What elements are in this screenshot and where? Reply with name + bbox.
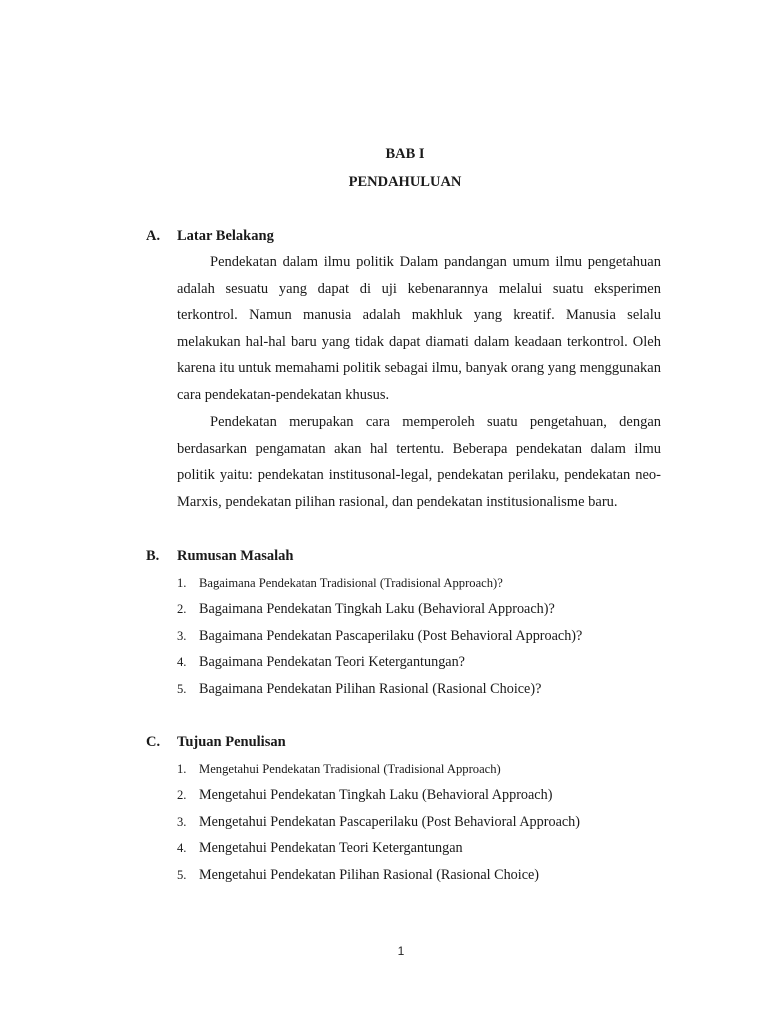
section-b-letter: B. — [146, 548, 160, 564]
list-item: 4. Bagaimana Pendekatan Teori Ketergantungan? — [177, 654, 465, 671]
section-c-title: Tujuan Penulisan — [177, 734, 286, 750]
section-b-title: Rumusan Masalah — [177, 548, 294, 564]
list-item: 3. Mengetahui Pendekatan Pascaperilaku (Post Behavioral Approach) — [177, 813, 580, 830]
page-number: 1 — [397, 944, 405, 958]
chapter-label: BAB I — [385, 146, 425, 162]
list-item: 1. Mengetahui Pendekatan Tradisional (Tradisional Approach) — [177, 762, 501, 776]
section-a-paragraph-1: Pendekatan dalam ilmu politik Dalam pandangan umum ilmu pengetahuan adalah sesuatu yang dapat di uji kebenarannya melalui suatu eksperimen terkontrol. Namun manusia adalah makhluk yang kreatif. Manusia selalu melakukan hal-hal baru yang tidak dapat diamati dalam keadaan terkontrol. Oleh karena itu untuk memahami politik sebagai ilmu, banyak orang yang menggunakan cara pendekatan-pendekatan khusus. — [177, 254, 661, 403]
list-item: 4. Mengetahui Pendekatan Teori Ketergantungan — [177, 840, 463, 857]
list-item: 2. Mengetahui Pendekatan Tingkah Laku (Behavioral Approach) — [177, 787, 553, 804]
objective-list — [177, 759, 677, 891]
section-c-letter: C. — [146, 734, 161, 750]
list-item: 1. Bagaimana Pendekatan Tradisional (Tradisional Approach)? — [177, 576, 503, 590]
chapter-title: PENDAHULUAN — [348, 174, 462, 190]
section-a-letter: A. — [146, 228, 161, 244]
section-a-heading — [146, 227, 274, 245]
list-item: 5. Bagaimana Pendekatan Pilihan Rasional (Rasional Choice)? — [177, 680, 542, 697]
problem-list — [177, 573, 677, 705]
section-a-title: Latar Belakang — [177, 228, 274, 244]
list-item: 2. Bagaimana Pendekatan Tingkah Laku (Behavioral Approach)? — [177, 601, 555, 618]
list-item: 3. Bagaimana Pendekatan Pascaperilaku (Post Behavioral Approach)? — [177, 627, 583, 644]
list-item: 5. Mengetahui Pendekatan Pilihan Rasional (Rasional Choice) — [177, 866, 540, 883]
section-c-heading — [146, 733, 286, 751]
section-b-heading — [146, 547, 293, 565]
section-a-paragraph-2: Pendekatan merupakan cara memperoleh suatu pengetahuan, dengan berdasarkan pengamatan akan hal tertentu. Beberapa pendekatan dalam ilmu politik yaitu: pendekatan institusonal-legal, pendekatan perilaku, pendekatan neo-Marxis, pendekatan pilihan rasional, dan pendekatan institusionalisme baru. — [177, 414, 661, 510]
